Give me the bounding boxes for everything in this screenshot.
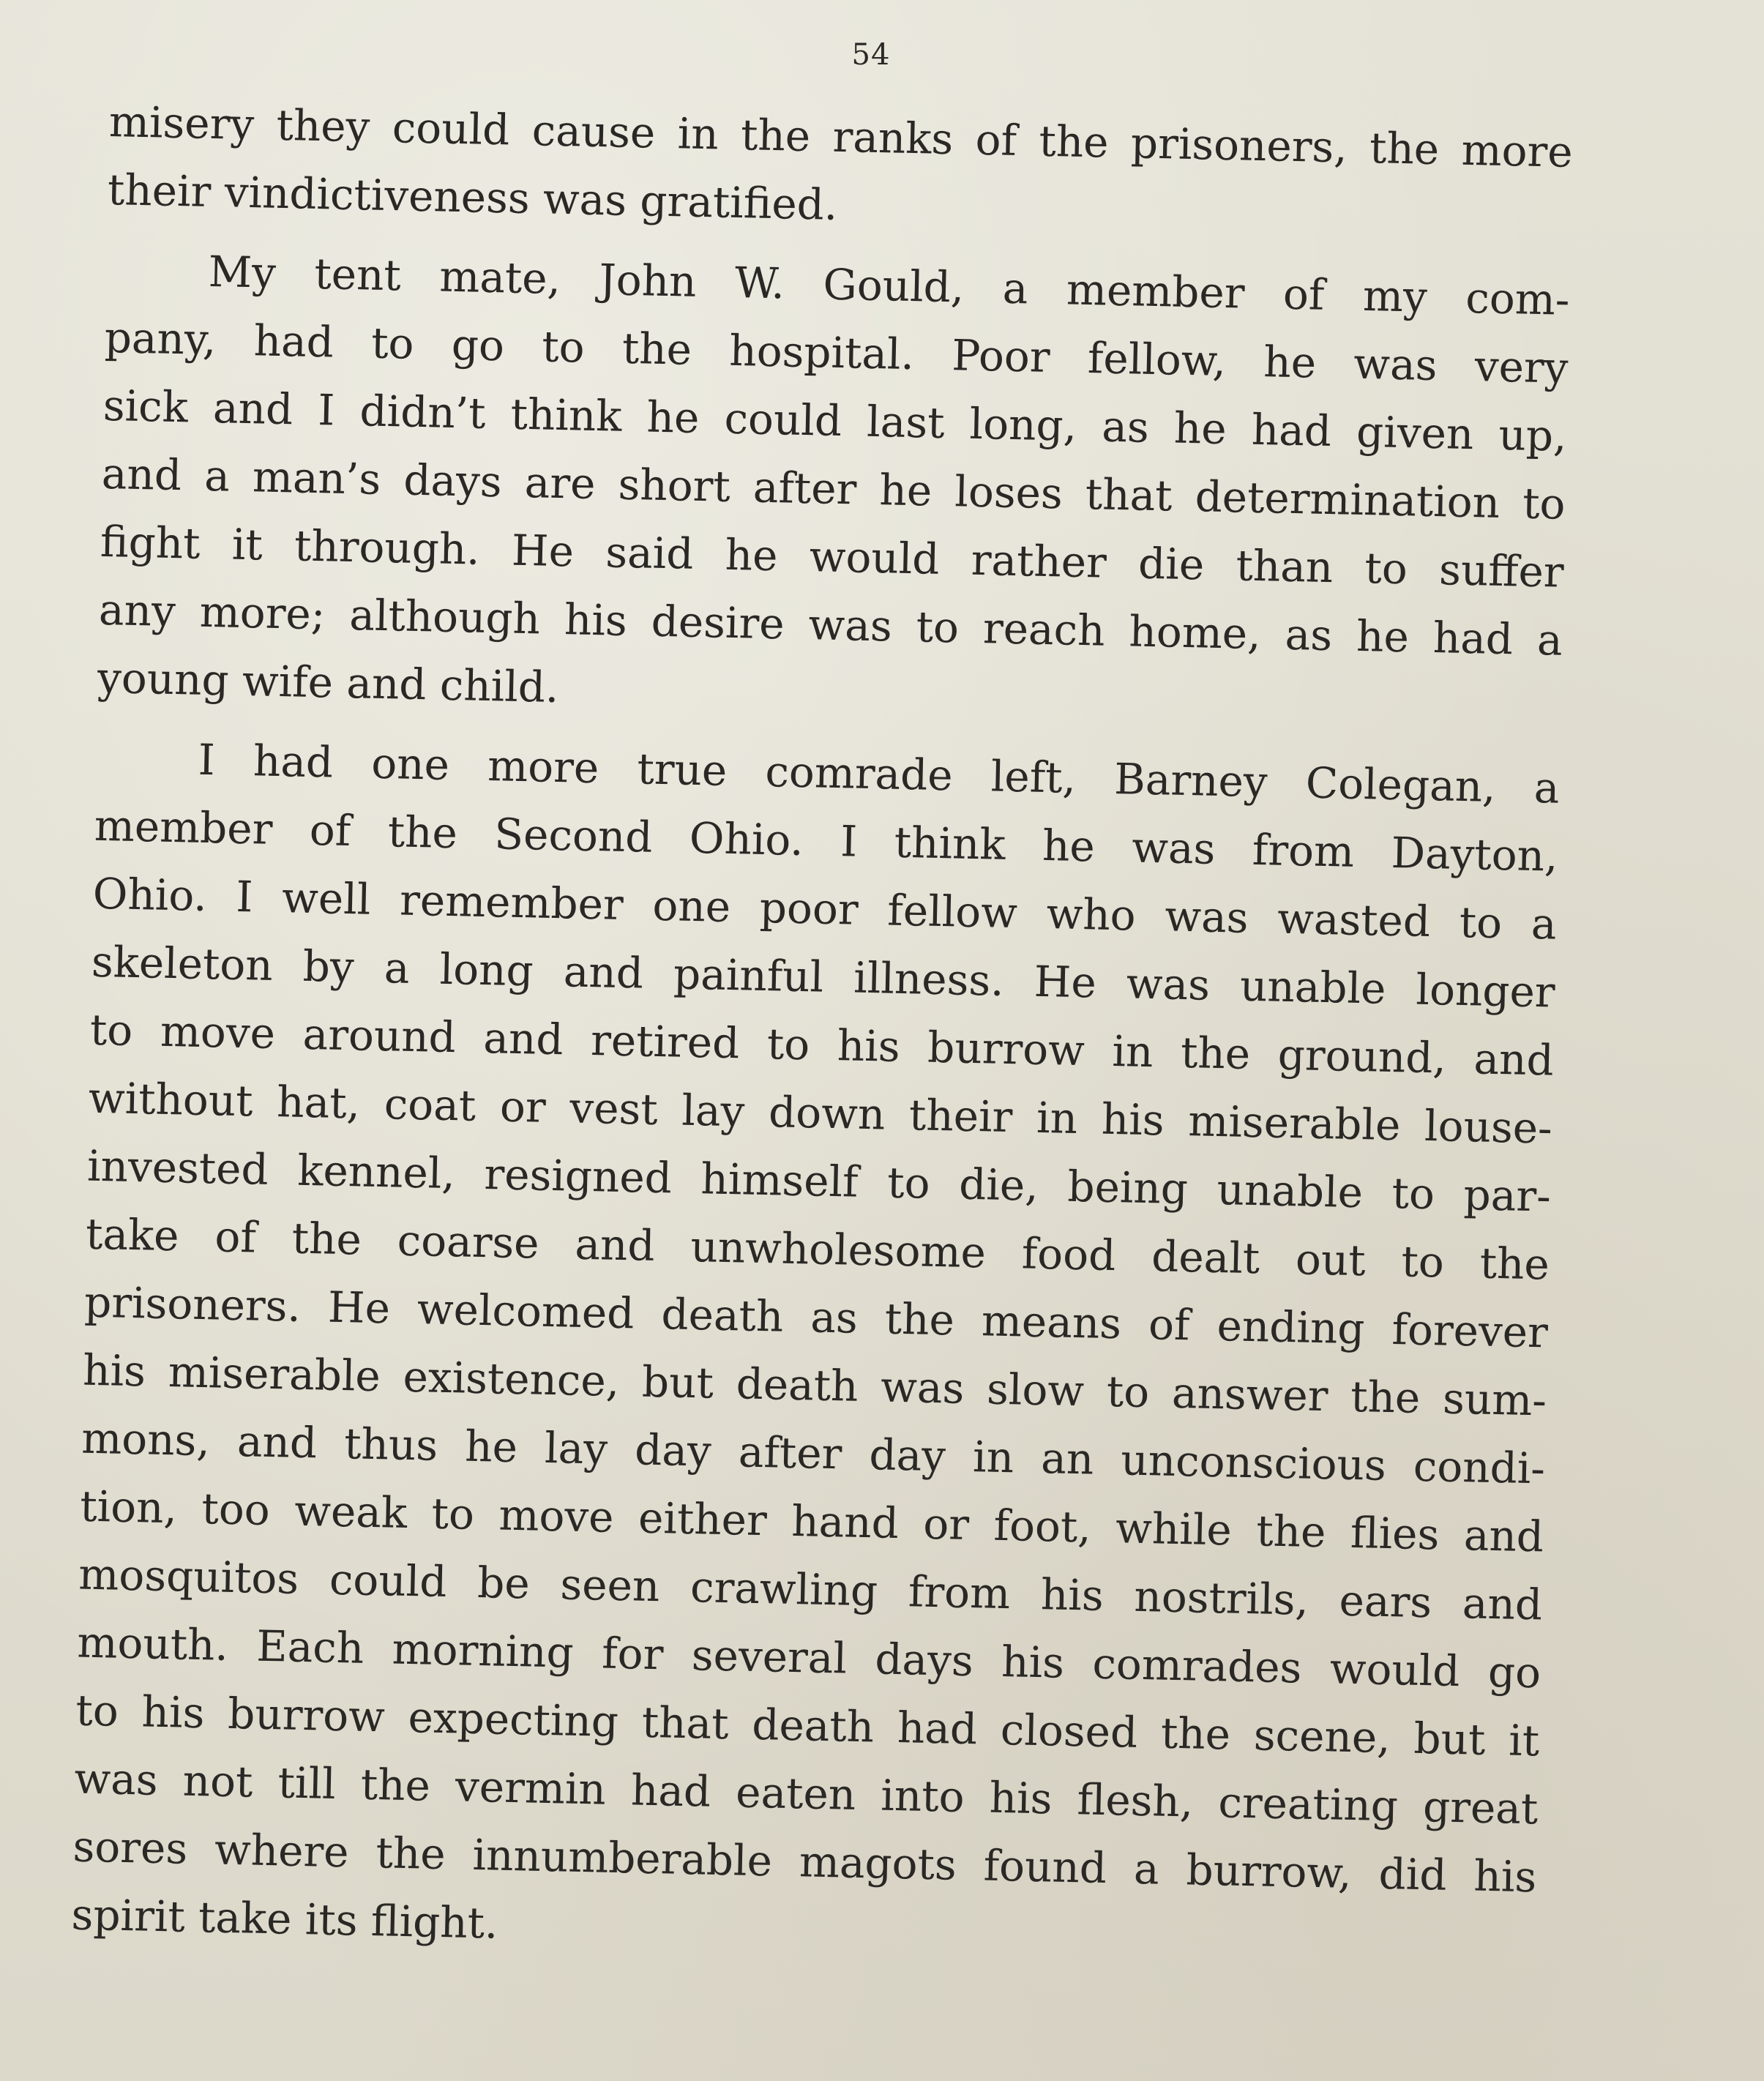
text-line: take of the coarse and unwholesome food dealt out to the: [85, 1208, 1550, 1290]
text-line: invested kennel, resigned himself to die, being unable to par-: [86, 1140, 1552, 1222]
paragraph: [71, 724, 1561, 1980]
text-line: Ohio. I well remember one poor fellow who was wasted to a: [92, 868, 1558, 949]
text-line: mons, and thus he lay day after day in an unconscious condi-: [81, 1413, 1546, 1494]
text-line: to his burrow expecting that death had closed the scene, but it: [75, 1685, 1540, 1766]
body-text: [71, 88, 1574, 1979]
text-line: any more; although his desire was to reach home, as he had a: [98, 584, 1563, 665]
text-line: prisoners. He welcomed death as the means of ending forever: [83, 1277, 1549, 1358]
text-line: sick and I didn’t think he could last long, as he had given up,: [102, 380, 1568, 461]
text-line: My tent mate, John W. Gould, a member of my com-: [208, 246, 1571, 325]
text-line: misery they could cause in the ranks of the prisoners, the more: [108, 96, 1574, 177]
text-line: their vindictiveness was gratified.: [107, 164, 839, 230]
page-number: 54: [851, 38, 891, 72]
text-line: skeleton by a long and painful illness. He was unable longer: [91, 936, 1556, 1017]
paragraph: [97, 236, 1570, 743]
text-line: sores where the innumberable magots found a burrow, did his: [72, 1821, 1537, 1902]
text-line: mosquitos could be seen crawling from his nostrils, ears and: [78, 1549, 1543, 1630]
text-line: his miserable existence, but death was slow to answer the sum-: [82, 1345, 1547, 1426]
paragraph: [107, 88, 1573, 255]
text-line: without hat, coat or vest lay down their in his miserable louse-: [88, 1072, 1553, 1154]
text-line: to move around and retired to his burrow in the ground, and: [89, 1004, 1555, 1086]
text-line: pany, had to go to the hospital. Poor fellow, he was very: [104, 312, 1569, 393]
text-line: tion, too weak to move either hand or foot, while the flies and: [79, 1481, 1544, 1562]
text-line: young wife and child.: [97, 652, 560, 713]
text-line: mouth. Each morning for several days his comrades would go: [76, 1617, 1541, 1698]
text-line: I had one more true comrade left, Barney Colegan, a: [198, 734, 1561, 813]
text-line: spirit take its flight.: [71, 1889, 499, 1949]
text-line: was not till the vermin had eaten into his flesh, creating great: [73, 1753, 1539, 1834]
text-line: member of the Second Ohio. I think he was from Dayton,: [94, 800, 1559, 881]
text-line: and a man’s days are short after he loses that determination to: [101, 448, 1566, 529]
text-line: fight it through. He said he would rather die than to suffer: [100, 516, 1565, 597]
